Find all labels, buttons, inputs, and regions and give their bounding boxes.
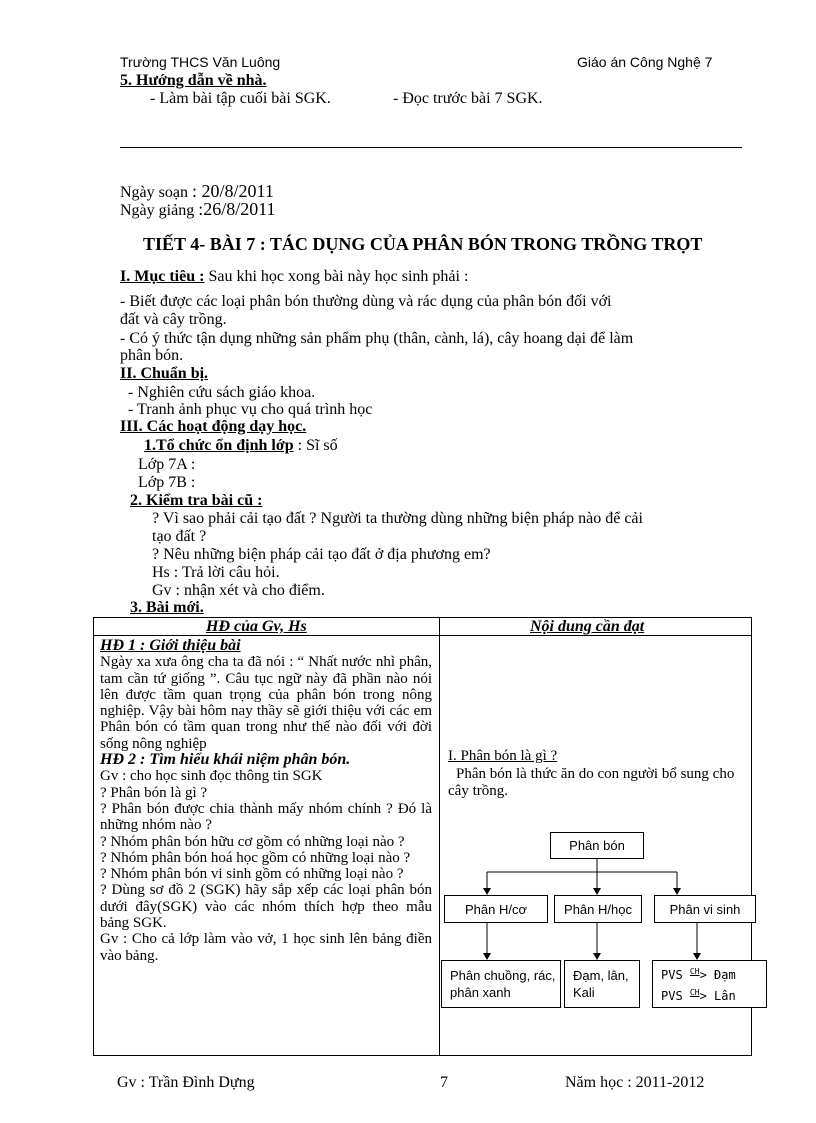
- separator-line: [120, 147, 742, 148]
- check-heading: 2. Kiểm tra bài cũ :: [130, 492, 263, 509]
- hd1-title: HĐ 1 : Giới thiệu bài: [100, 637, 241, 654]
- objective-1-b: đất và cây trồng.: [120, 311, 227, 328]
- hd2-title: HĐ 2 : Tìm hiểu khái niệm phân bón.: [100, 751, 351, 769]
- arrowhead: [673, 888, 681, 895]
- footer-teacher: Gv : Trần Đình Dựng: [117, 1074, 255, 1091]
- pvs-label: PVS: [661, 968, 683, 982]
- organization-suffix: : Sĩ số: [297, 437, 338, 454]
- diagram-microbial-box: Phân vi sinh: [654, 895, 756, 923]
- diagram-root-box: Phân bón: [550, 832, 644, 859]
- check-question-1-a: ? Vì sao phải cải tạo đất ? Người ta thường dùng những biện pháp nào để cải: [152, 510, 643, 527]
- ch-label: CH: [689, 988, 700, 997]
- teach-date-label: Ngày giảng: [120, 202, 195, 219]
- activities-heading: III. Các hoạt động dạy học.: [120, 418, 307, 435]
- organization-heading: 1.Tổ chức ổn định lớp: [144, 437, 294, 454]
- hd2-line: ? Nhóm phân bón hoá học gồm có những loại nào ?: [100, 849, 411, 866]
- homework-task-1: - Làm bài tập cuối bài SGK.: [150, 90, 331, 107]
- school-name: Trường THCS Văn Luông: [120, 54, 281, 70]
- arrowhead: [593, 953, 601, 960]
- subject-name: Giáo án Công Nghệ 7: [577, 54, 713, 70]
- prep-date-label: Ngày soạn: [120, 184, 188, 201]
- column-header-activities: HĐ của Gv, Hs: [206, 618, 307, 635]
- class-7b: Lớp 7B :: [138, 474, 196, 491]
- objectives-line: [120, 268, 468, 286]
- preparation-item-1: - Nghiên cứu sách giáo khoa.: [128, 384, 316, 401]
- hd2-line: ? Phân bón là gì ?: [100, 784, 208, 801]
- arrowhead: [593, 888, 601, 895]
- hd2-line: ? Nhóm phân bón vi sinh gồm có những loại nào ?: [100, 866, 404, 883]
- arrowhead: [483, 953, 491, 960]
- hd2-line: ? Phân bón được chia thành mấy nhóm chính ? Đó là những nhóm nào ?: [100, 800, 432, 834]
- objective-2-b: phân bón.: [120, 347, 184, 364]
- homework-task-2: - Đọc trước bài 7 SGK.: [393, 90, 543, 107]
- preparation-heading: II. Chuẩn bị.: [120, 365, 209, 382]
- student-answer: Hs : Trả lời câu hỏi.: [152, 564, 280, 581]
- footer-school-year: Năm học : 2011-2012: [565, 1074, 705, 1091]
- objectives-heading: I. Mục tiêu :: [120, 268, 205, 285]
- hd1-text: Ngày xa xưa ông cha ta đã nói : “ Nhất nước nhì phân, tam cần tứ giống ”. Câu tục ngữ này đã phần nào nói lên được tầm quan trọng của phân bón trong nông nghiệp. Vậy bài hôm nay thầy sẽ giới thiệu với các em Phân bón có tầm quan trong như thế nào đối với đời sống nông nghiệp: [100, 654, 432, 752]
- content-definition: Phân bón là thức ăn do con người bổ sung cho cây trồng.: [448, 766, 735, 799]
- diagram-microbial-examples: [652, 960, 767, 1008]
- teach-date-value: :26/8/2011: [198, 199, 276, 219]
- new-lesson-heading: 3. Bài mới.: [130, 599, 204, 616]
- hd2-line: Gv : Cho cả lớp làm vào vở, 1 học sinh lên bảng điền vào bảng.: [100, 931, 432, 964]
- lesson-title: TIẾT 4- BÀI 7 : TÁC DỤNG CỦA PHÂN BÓN TRONG TRỒNG TRỌT: [143, 234, 703, 254]
- objectives-intro: Sau khi học xong bài này học sinh phải :: [208, 268, 469, 285]
- content-heading: I. Phân bón là gì ?: [448, 748, 558, 764]
- diagram-chemical-examples: Đạm, lân, Kali: [564, 960, 640, 1008]
- hd2-line: Gv : cho học sinh đọc thông tin SGK: [100, 768, 323, 785]
- diagram-organic-box: Phân H/cơ: [444, 895, 548, 923]
- diagram-chemical-box: Phân H/học: [554, 895, 642, 923]
- check-question-2: ? Nêu những biện pháp cải tạo đất ở địa phương em?: [152, 546, 491, 563]
- organization-line: [144, 437, 338, 455]
- homework-heading: 5. Hướng dẫn về nhà.: [120, 72, 267, 89]
- ch-label: CH: [689, 967, 700, 976]
- nitrogen-label: > Đạm: [699, 968, 736, 982]
- preparation-item-2: - Tranh ảnh phục vụ cho quá trình học: [128, 401, 373, 418]
- teacher-feedback: Gv : nhận xét và cho điểm.: [152, 582, 325, 599]
- microbial-line-1: [661, 963, 736, 984]
- hd2-line: ? Nhóm phân bón hữu cơ gồm có những loại nào ?: [100, 833, 405, 850]
- footer-page-number: 7: [440, 1074, 448, 1091]
- objective-2-a: - Có ý thức tận dụng những sản phẩm phụ (thân, cành, lá), cây hoang dại để làm: [120, 330, 634, 347]
- teach-date: [120, 199, 276, 220]
- diagram-organic-examples: Phân chuồng, rác, phân xanh: [441, 960, 561, 1008]
- microbial-line-2: [661, 984, 736, 1005]
- lesson-table: [93, 617, 752, 1056]
- check-question-1-b: tạo đất ?: [152, 528, 207, 545]
- arrowhead: [693, 953, 701, 960]
- hd2-line: ? Dùng sơ đồ 2 (SGK) hãy sắp xếp các loại phân bón dưới đây(SGK) vào các nhóm thích hợp theo mẫu bảng SGK.: [100, 882, 432, 932]
- arrowhead: [483, 888, 491, 895]
- prep-date-value: : 20/8/2011: [191, 181, 274, 201]
- phosphorus-label: > Lân: [699, 989, 736, 1003]
- objective-1-a: - Biết được các loại phân bón thường dùng và rác dụng của phân bón đối với: [120, 293, 612, 310]
- class-7a: Lớp 7A :: [138, 456, 196, 473]
- pvs-label: PVS: [661, 989, 683, 1003]
- column-header-content: Nội dung cần đạt: [530, 618, 645, 635]
